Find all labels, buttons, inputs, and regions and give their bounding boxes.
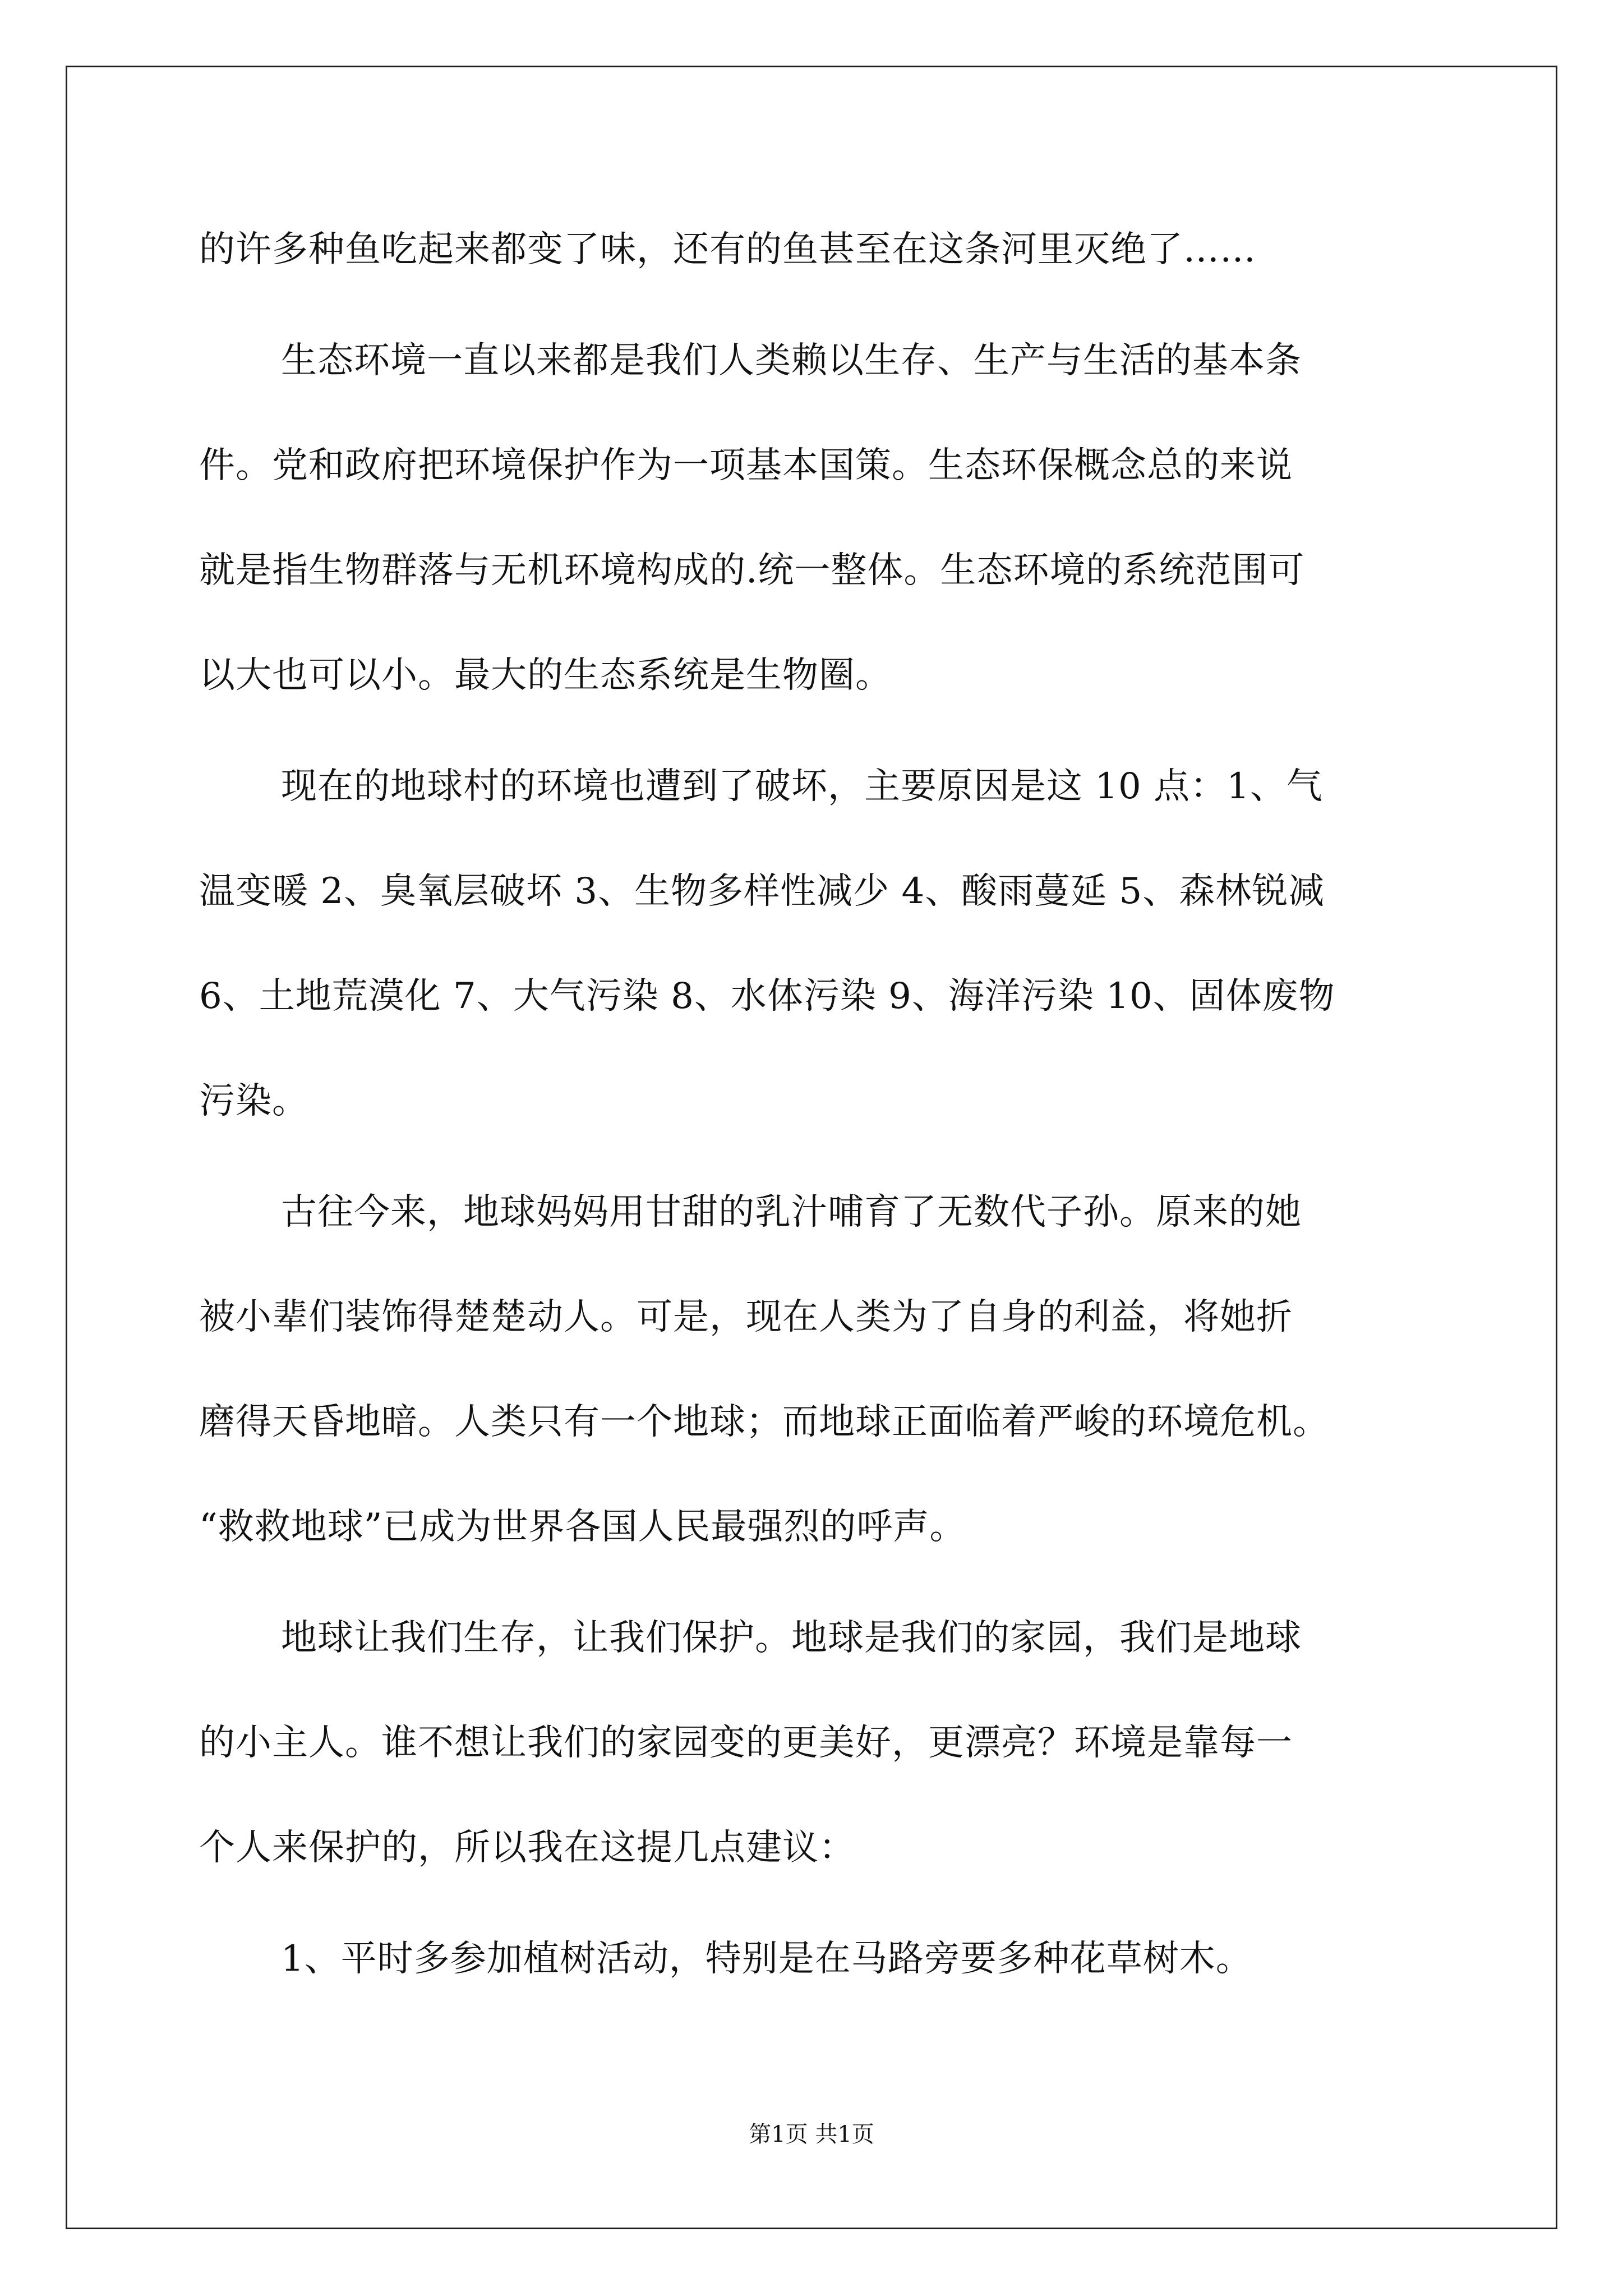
text-line-11: 被小辈们装饰得楚楚动人。可是，现在人类为了自身的利益，将她折	[199, 1296, 1293, 1338]
text-line-10: 古往今来，地球妈妈用甘甜的乳汁哺育了无数代子孙。原来的她	[281, 1191, 1302, 1233]
text-line-16: 个人来保护的，所以我在这提几点建议：	[199, 1827, 855, 1869]
text-line-5: 以大也可以小。最大的生态系统是生物圈。	[199, 655, 892, 696]
text-line-14: 地球让我们生存，让我们保护。地球是我们的家园，我们是地球	[281, 1617, 1302, 1659]
text-line-9: 污染。	[199, 1080, 308, 1122]
text-line-4: 就是指生物群落与无机环境构成的.统一整体。生态环境的系统范围可	[199, 550, 1305, 591]
text-line-7: 温变暖 2、臭氧层破坏 3、生物多样性减少 4、酸雨蔓延 5、森林锐减	[199, 871, 1325, 912]
text-line-12: 磨得天昏地暗。人类只有一个地球；而地球正面临着严峻的环境危机。	[199, 1401, 1329, 1443]
text-line-8: 6、土地荒漠化 7、大气污染 8、水体污染 9、海洋污染 10、固体废物	[199, 976, 1335, 1017]
page-footer: 第1页 共1页	[749, 2122, 874, 2147]
text-line-13: “救救地球”已成为世界各国人民最强烈的呼声。	[199, 1506, 966, 1548]
text-line-6: 现在的地球村的环境也遭到了破坏，主要原因是这 10 点：1、气	[281, 766, 1323, 807]
text-line-1: 的许多种鱼吃起来都变了味，还有的鱼甚至在这条河里灭绝了……	[199, 229, 1256, 270]
text-line-15: 的小主人。谁不想让我们的家园变的更美好，更漂亮？环境是靠每一	[199, 1722, 1293, 1764]
page-frame	[66, 66, 1557, 2229]
text-line-2: 生态环境一直以来都是我们人类赖以生存、生产与生活的基本条	[281, 340, 1302, 381]
text-line-3: 件。党和政府把环境保护作为一项基本国策。生态环保概念总的来说	[199, 445, 1293, 486]
text-line-17: 1、平时多参加植树活动，特别是在马路旁要多种花草树木。	[281, 1938, 1252, 1980]
